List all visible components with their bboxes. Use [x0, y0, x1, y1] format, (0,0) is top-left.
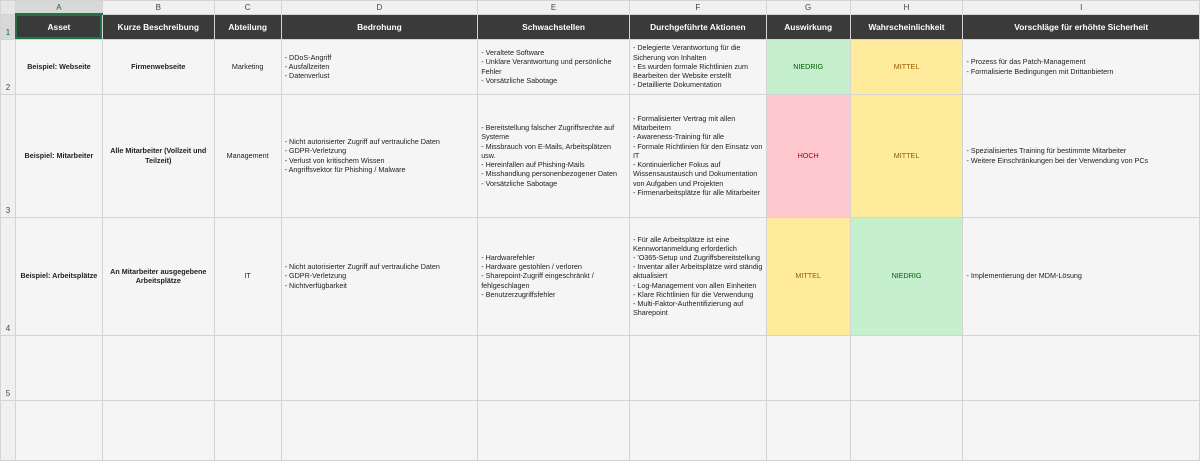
row-header-4[interactable]: 4	[1, 217, 16, 335]
header-bedrohung[interactable]: Bedrohung	[281, 14, 478, 39]
column-header-g[interactable]: G	[766, 1, 850, 15]
wahrscheinlichkeit-cell[interactable]	[850, 94, 963, 217]
empty-cell[interactable]	[281, 335, 478, 400]
bedrohung-cell[interactable]	[281, 94, 478, 217]
row-header-5[interactable]: 5	[1, 335, 16, 400]
aktionen-cell[interactable]	[629, 217, 766, 335]
list-item: - Detaillierte Dokumentation	[632, 80, 722, 90]
schwachstellen-cell[interactable]	[478, 94, 630, 217]
list-item: - Kontinuierlicher Fokus auf Wissensaustausch und Dokumentation von Aufgaben und Projekten	[632, 160, 758, 188]
select-all-corner[interactable]	[1, 1, 16, 15]
list-item: - Log-Management von allen Einheiten	[632, 280, 757, 290]
list-item: - Veraltete Software	[481, 48, 545, 58]
asset-cell[interactable]	[15, 217, 102, 335]
vorschlaege-cell[interactable]	[963, 94, 1200, 217]
beschreibung-text: An Mitarbeiter ausgegebene Arbeitsplätze	[110, 266, 207, 285]
rating-text: NIEDRIG	[891, 271, 922, 281]
list-item: - Benutzerzugriffsfehler	[481, 289, 556, 299]
list-item: - GDPR-Verletzung	[284, 271, 347, 281]
header-auswirkung[interactable]: Auswirkung	[766, 14, 850, 39]
row-header-2[interactable]: 2	[1, 39, 16, 94]
column-header-f[interactable]: F	[629, 1, 766, 15]
list-item: - Verlust von kritischem Wissen	[284, 155, 385, 165]
auswirkung-cell[interactable]	[766, 39, 850, 94]
list-item: - Misshandlung personenbezogener Daten	[481, 169, 618, 179]
list-item: - Implementierung der MDM-Lösung	[966, 271, 1082, 281]
list-item: - Angriffsvektor für Phishing / Malware	[284, 164, 406, 174]
list-item: - Awareness-Training für alle	[632, 132, 725, 142]
column-header-c[interactable]: C	[214, 1, 281, 15]
row-header-6[interactable]	[1, 400, 16, 460]
beschreibung-text: Firmenwebseite	[131, 61, 186, 71]
bedrohung-cell[interactable]	[281, 39, 478, 94]
list-item: - Klare Richtlinien für die Verwendung	[632, 289, 754, 299]
empty-cell[interactable]	[478, 335, 630, 400]
list-item: - Ausfallzeiten	[284, 61, 330, 71]
column-header-e[interactable]: E	[478, 1, 630, 15]
abteilung-text: Management	[226, 150, 269, 160]
header-asset[interactable]: Asset	[15, 14, 102, 39]
column-header-h[interactable]: H	[850, 1, 963, 15]
column-header-d[interactable]: D	[281, 1, 478, 15]
asset-text: Beispiel: Webseite	[27, 61, 91, 71]
table-row	[1, 94, 1200, 217]
list-item: - Für alle Arbeitsplätze ist eine Kennwortanmeldung erforderlich	[632, 234, 737, 253]
abteilung-text: Marketing	[231, 61, 264, 71]
header-aktionen[interactable]: Durchgeführte Aktionen	[629, 14, 766, 39]
list-item: - Hereinfallen auf Phishing-Mails	[481, 160, 585, 170]
list-item: - Weitere Einschränkungen bei der Verwendung von PCs	[966, 155, 1149, 165]
asset-cell[interactable]	[15, 94, 102, 217]
empty-cell[interactable]	[214, 400, 281, 460]
header-wahrscheinlichkeit[interactable]: Wahrscheinlichkeit	[850, 14, 963, 39]
rating-text: NIEDRIG	[793, 61, 824, 71]
schwachstellen-cell[interactable]	[478, 39, 630, 94]
list-item: - Firmenarbeitsplätze für alle Mitarbeiter	[632, 187, 760, 197]
list-item: - Nicht autorisierter Zugriff auf vertrauliche Daten	[284, 137, 440, 147]
asset-text: Beispiel: Mitarbeiter	[24, 150, 94, 160]
list-item: - Datenverlust	[284, 71, 330, 81]
row-header-1[interactable]: 1	[1, 14, 16, 39]
empty-cell[interactable]	[766, 400, 850, 460]
asset-cell[interactable]	[15, 39, 102, 94]
list-item: - Formalisierter Vertrag mit allen Mitarbeitern	[632, 114, 736, 133]
list-item: - Formalisierte Bedingungen mit Drittanbietern	[966, 66, 1114, 76]
rating-text: MITTEL	[795, 271, 821, 281]
list-item: - Vorsätzliche Sabotage	[481, 75, 558, 85]
list-item: - Nicht autorisierter Zugriff auf vertrauliche Daten	[284, 262, 440, 272]
table-row	[1, 217, 1200, 335]
list-item: - Es wurden formale Richtlinien zum Bearbeiten der Website erstellt	[632, 61, 748, 81]
list-item: - DDoS-Angriff	[284, 52, 332, 62]
wahrscheinlichkeit-cell[interactable]	[850, 217, 963, 335]
list-item: - Sharepoint-Zugriff eingeschränkt / fehlgeschlagen	[481, 271, 594, 290]
header-abteilung[interactable]: Abteilung	[214, 14, 281, 39]
beschreibung-cell[interactable]	[102, 94, 214, 217]
auswirkung-cell[interactable]	[766, 217, 850, 335]
abteilung-cell[interactable]	[214, 217, 281, 335]
empty-cell[interactable]	[963, 335, 1200, 400]
empty-cell[interactable]	[15, 400, 102, 460]
auswirkung-cell[interactable]	[766, 94, 850, 217]
list-item: - Bereitstellung falscher Zugriffsrechte auf Systeme	[481, 123, 615, 142]
list-item: - Missbrauch von E-Mails, Arbeitsplätzen usw.	[481, 141, 612, 160]
column-header-b[interactable]: B	[102, 1, 214, 15]
list-item: - Unklare Verantwortung und persönliche Fehler	[481, 57, 612, 76]
table-row	[1, 39, 1200, 94]
schwachstellen-cell[interactable]	[478, 217, 630, 335]
empty-cell[interactable]	[281, 400, 478, 460]
empty-cell[interactable]	[15, 335, 102, 400]
rating-text: MITTEL	[893, 150, 920, 160]
list-item: - Prozess für das Patch-Management	[966, 57, 1086, 67]
asset-text: Beispiel: Arbeitsplätze	[20, 271, 98, 281]
table-row-empty	[1, 400, 1200, 460]
list-item: - Hardwarefehler	[481, 252, 535, 262]
wahrscheinlichkeit-cell[interactable]	[850, 39, 963, 94]
bedrohung-cell[interactable]	[281, 217, 478, 335]
list-item: - GDPR-Verletzung	[284, 146, 347, 156]
empty-cell[interactable]	[963, 400, 1200, 460]
column-header-row	[1, 1, 1200, 15]
aktionen-cell[interactable]	[629, 94, 766, 217]
table-row-empty	[1, 335, 1200, 400]
empty-cell[interactable]	[766, 335, 850, 400]
empty-cell[interactable]	[478, 400, 630, 460]
abteilung-cell[interactable]	[214, 94, 281, 217]
list-item: - Multi-Faktor-Authentifizierung auf Sharepoint	[632, 299, 744, 318]
vorschlaege-cell[interactable]	[963, 39, 1200, 94]
empty-cell[interactable]	[102, 400, 214, 460]
empty-cell[interactable]	[850, 400, 963, 460]
column-header-a[interactable]: A	[15, 1, 102, 15]
table-header-row	[1, 14, 1200, 39]
list-item: - 'O365-Setup und Zugriffsbereitstellung	[632, 252, 761, 262]
empty-cell[interactable]	[629, 400, 766, 460]
abteilung-cell[interactable]	[214, 39, 281, 94]
list-item: - Vorsätzliche Sabotage	[481, 178, 558, 188]
header-schwachstellen[interactable]: Schwachstellen	[478, 14, 630, 39]
list-item: - Spezialisiertes Training für bestimmte Mitarbeiter	[966, 146, 1127, 156]
empty-cell[interactable]	[629, 335, 766, 400]
list-item: - Hardware gestohlen / verloren	[481, 262, 582, 272]
abteilung-text: IT	[244, 271, 251, 281]
row-header-3[interactable]: 3	[1, 94, 16, 217]
beschreibung-text: Alle Mitarbeiter (Vollzeit und Teilzeit)	[110, 146, 207, 165]
column-header-i[interactable]: I	[963, 1, 1200, 15]
list-item: - Inventar aller Arbeitsplätze wird ständig aktualisiert	[632, 262, 763, 281]
beschreibung-cell[interactable]	[102, 39, 214, 94]
list-item: - Nichtverfügbarkeit	[284, 280, 347, 290]
empty-cell[interactable]	[850, 335, 963, 400]
beschreibung-cell[interactable]	[102, 217, 214, 335]
list-item: - Delegierte Verantwortung für die Sicherung von Inhalten	[632, 43, 741, 62]
vorschlaege-cell[interactable]	[963, 217, 1200, 335]
rating-text: MITTEL	[893, 61, 920, 71]
aktionen-cell[interactable]	[629, 39, 766, 94]
list-item: - Formale Richtlinien für den Einsatz von IT	[632, 141, 763, 160]
empty-cell[interactable]	[214, 335, 281, 400]
header-vorschlaege[interactable]: Vorschläge für erhöhte Sicherheit	[963, 14, 1200, 39]
empty-cell[interactable]	[102, 335, 214, 400]
rating-text: HOCH	[797, 150, 819, 160]
header-beschreibung[interactable]: Kurze Beschreibung	[102, 14, 214, 39]
